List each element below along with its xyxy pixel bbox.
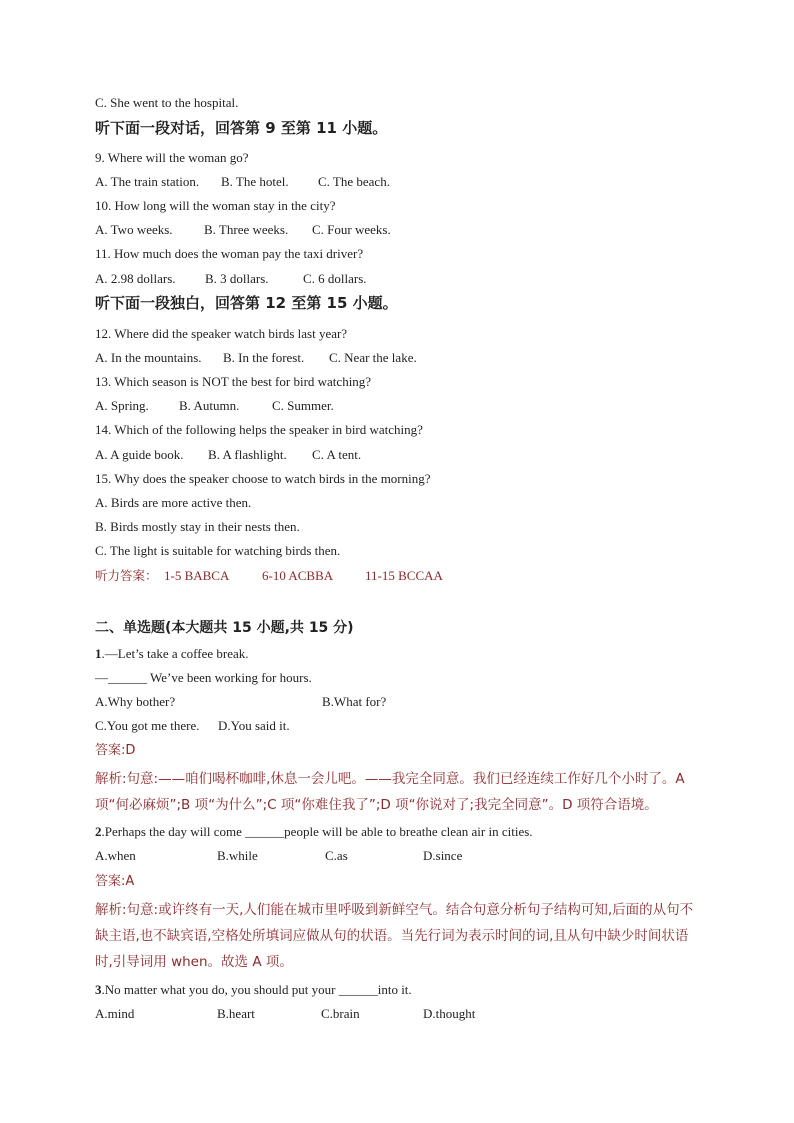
option: D.since (423, 848, 463, 863)
section-2-heading: 二、单选题(本大题共 15 小题,共 15 分) (95, 620, 354, 636)
option: A. The train station. (95, 174, 200, 189)
option: B. A flashlight. (208, 447, 287, 462)
option: D.You said it. (218, 718, 290, 733)
heading-questions-9-11: 听下面一段对话，回答第 9 至第 11 小题。 (95, 119, 388, 137)
option: C. Four weeks. (312, 222, 391, 237)
question-number: 3 (95, 982, 102, 997)
question-15-option-c: C. The light is suitable for watching birds then. (95, 543, 341, 558)
option: B. 3 dollars. (205, 271, 269, 286)
question-2-answer: 答案:A (95, 874, 135, 889)
answers-label: 听力答案： (95, 568, 158, 583)
option: C.as (325, 848, 348, 863)
answer-group: 11-15 BCCAA (365, 568, 443, 583)
option: C. The beach. (318, 174, 390, 189)
question-11: 11. How much does the woman pay the taxi driver? (95, 246, 364, 261)
option: A.Why bother? (95, 694, 176, 709)
option: D.thought (423, 1006, 476, 1021)
question-1-answer: 答案:D (95, 743, 136, 758)
option: C. Near the lake. (329, 350, 417, 365)
answer-group: 6-10 ACBBA (262, 568, 334, 583)
question-14: 14. Which of the following helps the speaker in bird watching? (95, 422, 423, 437)
question-2 (95, 824, 533, 840)
question-number: 1 (95, 646, 102, 661)
option: B. The hotel. (221, 174, 289, 189)
heading-questions-12-15: 听下面一段独白，回答第 12 至第 15 小题。 (95, 294, 398, 312)
question-1-explanation: 解析:句意:——咱们喝杯咖啡,休息一会儿吧。——我完全同意。我们已经连续工作好几个小时了。A 项“何必麻烦”;B 项“为什么”;C 项“你难住我了”;D 项“你说对了;我完全同意”。D 项符合语境。 (95, 771, 685, 813)
option: A.mind (95, 1006, 135, 1021)
option: C.You got me there. (95, 718, 200, 733)
question-15-option-b: B. Birds mostly stay in their nests then. (95, 519, 300, 534)
option: B.What for? (322, 694, 387, 709)
question-1 (95, 646, 249, 662)
option: B. In the forest. (223, 350, 305, 365)
option: C. 6 dollars. (303, 271, 367, 286)
option: C.brain (321, 1006, 360, 1021)
question-text: .—Let’s take a coffee break. (101, 646, 249, 661)
option: B.while (217, 848, 258, 863)
question-10: 10. How long will the woman stay in the city? (95, 198, 336, 213)
option: C. Summer. (272, 398, 334, 413)
question-9: 9. Where will the woman go? (95, 150, 249, 165)
option: A.when (95, 848, 136, 863)
question-3 (95, 982, 412, 998)
question-2-explanation: 解析:句意:或许终有一天,人们能在城市里呼吸到新鲜空气。结合句意分析句子结构可知,后面的从句不缺主语,也不缺宾语,空格处所填词应做从句的状语。当先行词为表示时间的词,且从句中缺少时间状语时,引导词用 when。故选 A 项。 (95, 902, 694, 970)
answer-group: 1-5 BABCA (164, 568, 230, 583)
option: B.heart (217, 1006, 255, 1021)
option: A. A guide book. (95, 447, 184, 462)
question-15-option-a: A. Birds are more active then. (95, 495, 252, 510)
option: B. Autumn. (179, 398, 240, 413)
option: C. A tent. (312, 447, 362, 462)
question-15: 15. Why does the speaker choose to watch birds in the morning? (95, 471, 431, 486)
option: A. In the mountains. (95, 350, 202, 365)
option: B. Three weeks. (204, 222, 289, 237)
q8-option-c: C. She went to the hospital. (95, 95, 239, 110)
question-12: 12. Where did the speaker watch birds last year? (95, 326, 348, 341)
option: A. 2.98 dollars. (95, 271, 176, 286)
option: A. Two weeks. (95, 222, 173, 237)
question-number: 2 (95, 824, 102, 839)
question-text: .No matter what you do, you should put your ______into it. (101, 982, 412, 997)
question-1-line-2: —______ We’ve been working for hours. (95, 670, 312, 685)
option: A. Spring. (95, 398, 149, 413)
question-13: 13. Which season is NOT the best for bird watching? (95, 374, 372, 389)
question-text: .Perhaps the day will come ______people will be able to breathe clean air in cities. (101, 824, 533, 839)
